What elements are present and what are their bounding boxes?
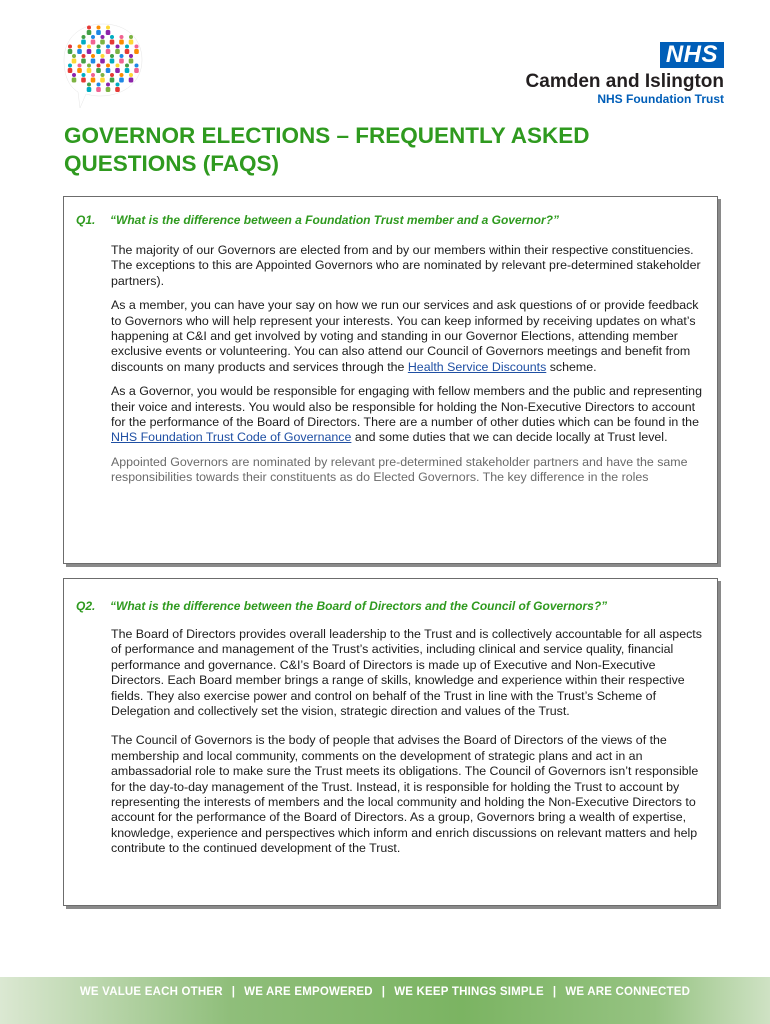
org-subtitle: NHS Foundation Trust — [597, 92, 724, 106]
answer-paragraph: Appointed Governors are nominated by relevant pre-determined stakeholder partners and have the same responsibilities towards their constituents as do Elected Governors. The key difference in the roles — [111, 454, 688, 485]
code-of-governance-link[interactable]: NHS Foundation Trust Code of Governance — [111, 430, 352, 445]
question-text: “What is the difference between a Foundation Trust member and a Governor?” — [110, 213, 559, 227]
question-number: Q1. — [76, 213, 96, 227]
faq-answer — [111, 627, 711, 866]
value-2: WE ARE EMPOWERED — [244, 986, 373, 998]
answer-paragraph: As a Governor, you would be responsible for engaging with fellow members and the public and representing their voice and interests. You would also be responsible for holding the Non-Executive Directors to account for the performance of the Board of Directors. There are a number of other duties which can be found in the NHS Foundation Trust Code of Governance and some duties that we can decide locally at Trust level. — [111, 384, 702, 445]
nhs-logo — [524, 42, 724, 107]
answer-paragraph: The majority of our Governors are elected from and by our members within their respective constituencies. The exceptions to this are Appointed Governors who are nominated by relevant pre-determined stakeholder partners). — [111, 243, 701, 288]
people-speech-bubble-icon — [60, 20, 146, 112]
org-name: Camden and Islington — [525, 71, 724, 92]
footer-bar — [0, 977, 770, 1024]
page-title: GOVERNOR ELECTIONS – FREQUENTLY ASKED QUESTIONS (FAQS) — [64, 123, 590, 176]
value-3: WE KEEP THINGS SIMPLE — [394, 986, 544, 998]
faq-box-q2 — [63, 578, 718, 906]
faq-question — [76, 599, 607, 613]
faq-box-q1 — [63, 196, 718, 564]
faq-question — [76, 213, 559, 227]
answer-paragraph: The Board of Directors provides overall leadership to the Trust and is collectively accountable for all aspects of performance and management of the Trust’s activities, including clinical and service quality, financial performance and governance. C&I’s Board of Directors is made up of Executive and Non-Executive Directors. Each Board member brings a range of skills, knowledge and experience within their respective fields. They also exercise power and control on behalf of the Trust in line with the Trust’s Scheme of Delegation and collectively set the vision, strategic direction and values of the Trust. — [111, 627, 702, 719]
answer-paragraph: As a member, you can have your say on how we run our services and ask questions of or provide feedback to Governors who will help represent your interests. You can keep informed by receiving updates on what’s happening at C&I and get involved by voting and standing in our Governor Elections, attending member exclusive events or volunteering. You can also attend our Council of Governors meetings and benefit from discounts on many products and services through the Health Service Discounts scheme. — [111, 298, 699, 374]
footer-values: WE VALUE EACH OTHER | WE ARE EMPOWERED | WE KEEP THINGS SIMPLE | WE ARE CONNECTED — [79, 986, 691, 998]
faq-answer — [111, 243, 711, 495]
question-number: Q2. — [76, 599, 96, 613]
answer-paragraph: The Council of Governors is the body of people that advises the Board of Directors of the views of the membership and local community, comments on the development of strategic plans and act in an ambassadorial role to make sure the Trust meets its obligations. The Council of Governors isn’t responsible for the day-to-day management of the Trust. Instead, it is responsible for holding the Trust to account by representing the interests of members and the local community and holding the Non-Executive Directors to account for the performance of the Board of Directors. As a group, Governors bring a wealth of expertise, knowledge, experience and perspectives which inform and enrich discussions on relevant matters and help contribute to the continued development of the Trust. — [111, 733, 699, 856]
health-service-discounts-link[interactable]: Health Service Discounts — [407, 359, 547, 374]
value-4: WE ARE CONNECTED — [565, 986, 691, 998]
value-1: WE VALUE EACH OTHER — [79, 986, 223, 998]
question-text: “What is the difference between the Board of Directors and the Council of Governors?” — [110, 599, 608, 613]
nhs-badge: NHS — [660, 42, 724, 68]
